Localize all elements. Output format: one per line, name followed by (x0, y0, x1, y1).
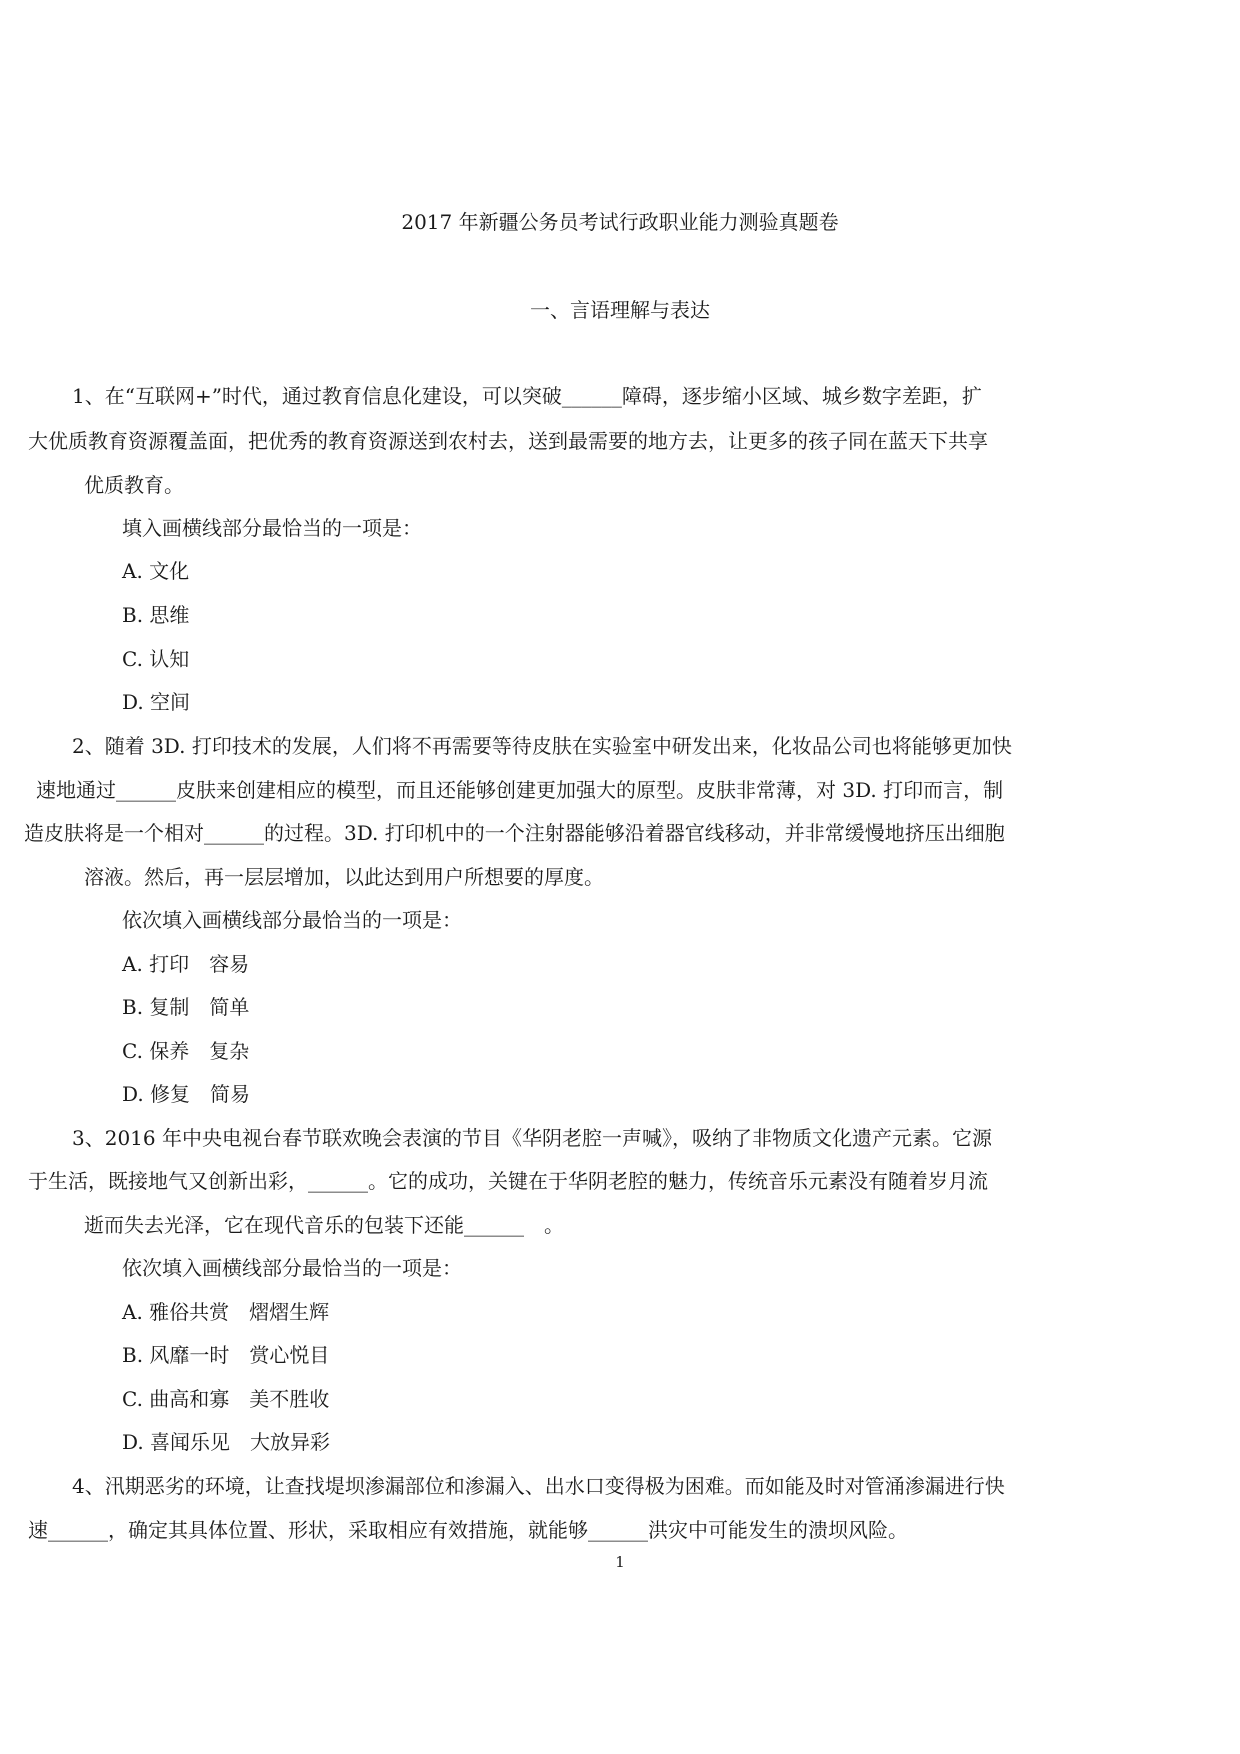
q2-option-d: D. 修复 简易 (122, 1082, 251, 1106)
q1-line-3: 优质教育。 (84, 473, 184, 497)
q1-line-2: 大优质教育资源覆盖面，把优秀的教育资源送到农村去，送到最需要的地方去，让更多的孩子同在蓝天下共享 (28, 429, 988, 453)
page-number: 1 (615, 1553, 625, 1571)
q3-option-b: B. 风靡一时 赏心悦目 (122, 1343, 330, 1367)
q1-option-a: A. 文化 (122, 559, 190, 583)
q4-line-1: 4、汛期恶劣的环境，让查找堤坝渗漏部位和渗漏入、出水口变得极为困难。而如能及时对管涌渗漏进行快 (72, 1474, 1005, 1498)
q4-line-2: 速______，确定其具体位置、形状，采取相应有效措施，就能够______洪灾中可能发生的溃坝风险。 (28, 1518, 908, 1542)
q3-line-3: 逝而失去光泽，它在现代音乐的包装下还能______ 。 (84, 1213, 564, 1237)
q2-option-b: B. 复制 简单 (122, 995, 250, 1019)
section-heading: 一、言语理解与表达 (530, 298, 710, 322)
q3-option-a: A. 雅俗共赏 熠熠生辉 (122, 1300, 330, 1324)
q2-option-c: C. 保养 复杂 (122, 1039, 250, 1063)
q1-option-b: B. 思维 (122, 603, 190, 627)
q3-line-2: 于生活，既接地气又创新出彩，______。它的成功，关键在于华阴老腔的魅力，传统音乐元素没有随着岁月流 (28, 1169, 988, 1193)
q3-prompt: 依次填入画横线部分最恰当的一项是： (122, 1256, 462, 1280)
document-title: 2017 年新疆公务员考试行政职业能力测验真题卷 (401, 210, 839, 234)
q3-line-1: 3、2016 年中央电视台春节联欢晚会表演的节目《华阴老腔一声喊》，吸纳了非物质文化遗产元素。它源 (72, 1126, 992, 1150)
q3-option-d: D. 喜闻乐见 大放异彩 (122, 1430, 331, 1454)
q1-line-1: 1、在“互联网+”时代，通过教育信息化建设，可以突破______障碍，逐步缩小区域、城乡数字差距，扩 (72, 384, 982, 408)
q2-line-4: 溶液。然后，再一层层增加，以此达到用户所想要的厚度。 (84, 865, 604, 889)
q2-prompt: 依次填入画横线部分最恰当的一项是： (122, 908, 462, 932)
q1-option-c: C. 认知 (122, 647, 190, 671)
q2-line-1: 2、随着 3D. 打印技术的发展，人们将不再需要等待皮肤在实验室中研发出来，化妆品公司也将能够更加快 (72, 734, 1012, 758)
q2-line-3: 造皮肤将是一个相对______的过程。3D. 打印机中的一个注射器能够沿着器官线移动，并非常缓慢地挤压出细胞 (24, 821, 1005, 845)
q2-line-2: 速地通过______皮肤来创建相应的模型，而且还能够创建更加强大的原型。皮肤非常薄，对 3D. 打印而言，制 (36, 778, 1004, 802)
q2-option-a: A. 打印 容易 (122, 952, 250, 976)
q1-prompt: 填入画横线部分最恰当的一项是： (122, 516, 422, 540)
q1-option-d: D. 空间 (122, 690, 191, 714)
q3-option-c: C. 曲高和寡 美不胜收 (122, 1387, 330, 1411)
